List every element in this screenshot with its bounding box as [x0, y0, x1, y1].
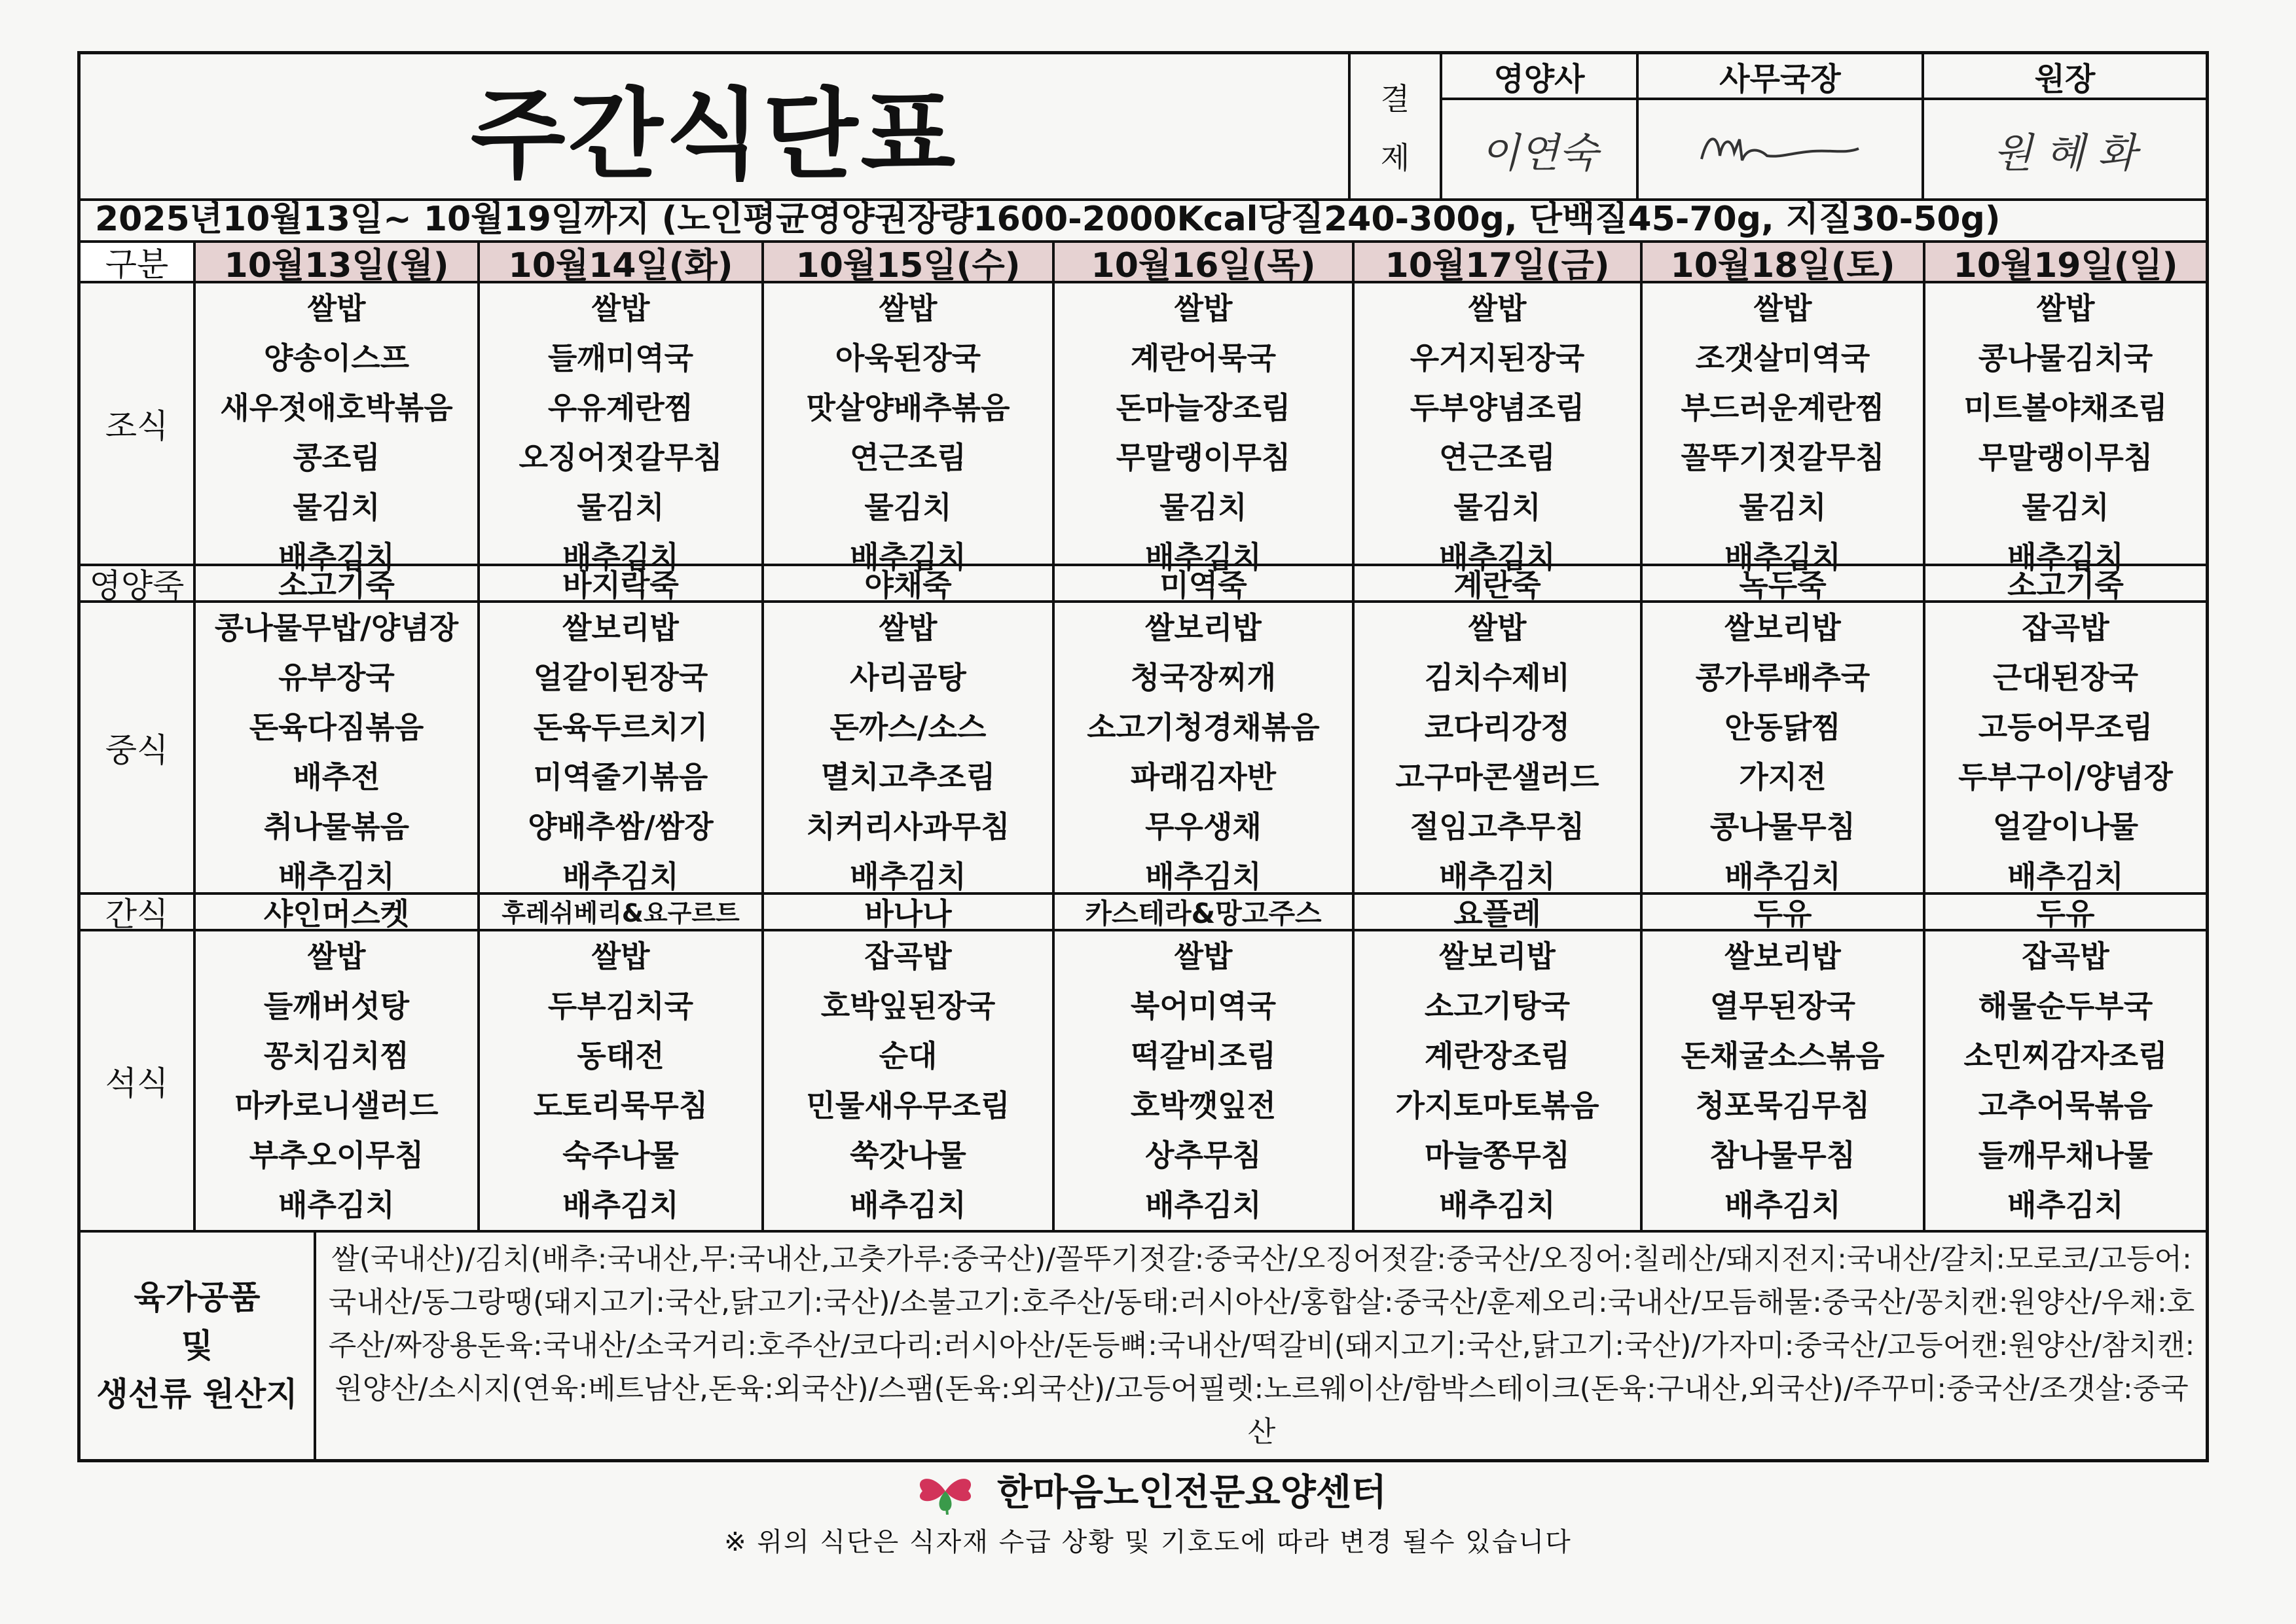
menu-item: 우거지된장국 — [1410, 340, 1585, 376]
menu-item: 열무된장국 — [1709, 988, 1856, 1024]
menu-item: 두부양념조림 — [1410, 390, 1585, 425]
page-title: 주간식단표 — [81, 54, 1351, 198]
lunch-day-cell — [1643, 603, 1925, 892]
approval-label — [1351, 54, 1442, 198]
menu-item: 멸치고추조림 — [820, 759, 996, 795]
menu-item: 쌀밥 — [1468, 291, 1527, 326]
day-header: 10월15일(수) — [764, 243, 1055, 281]
menu-item: 치커리사과무침 — [806, 809, 1010, 844]
menu-item: 조갯살미역국 — [1695, 340, 1870, 376]
porridge-row — [81, 566, 2206, 603]
approval-secretary — [1639, 54, 1924, 198]
menu-item: 쌀밥 — [2036, 291, 2095, 326]
menu-item: 배추전 — [293, 759, 380, 795]
approval-label-bottom: 제 — [1380, 140, 1410, 175]
menu-item: 배추김치 — [2007, 1187, 2124, 1223]
day-header: 10월19일(일) — [1925, 243, 2206, 281]
center-name: 한마음노인전문요양센터 — [996, 1471, 1387, 1514]
menu-item: 참나물무침 — [1709, 1138, 1856, 1173]
menu-item: 소고기탕국 — [1424, 988, 1571, 1024]
period-nutrition-info: 2025년10월13일~ 10월19일까지 (노인평균영양권장량1600-2000Kcal당질240-300g, 단백질45-70g, 지질30-50g) — [81, 198, 2206, 243]
menu-item: 콩가루배추국 — [1695, 660, 1870, 695]
menu-item: 배추김치 — [850, 1187, 966, 1223]
day-header: 10월14일(화) — [480, 243, 764, 281]
menu-item: 쌀보리밥 — [1724, 610, 1841, 645]
role-director: 원장 — [1924, 54, 2206, 100]
menu-item: 소민찌감자조림 — [1963, 1038, 2168, 1074]
breakfast-day-cell — [1355, 283, 1643, 575]
menu-item: 쌀밥 — [879, 610, 938, 645]
menu-item: 도토리묵무침 — [533, 1088, 708, 1123]
porridge-item: 녹두죽 — [1643, 566, 1925, 600]
menu-item: 동태전 — [577, 1038, 665, 1074]
menu-item: 떡갈비조림 — [1130, 1038, 1277, 1074]
lunch-day-cell — [1355, 603, 1643, 892]
dinner-row — [81, 931, 2206, 1233]
menu-item: 미트볼야채조림 — [1963, 390, 2168, 425]
menu-item: 양배추쌈/쌈장 — [528, 809, 714, 844]
center-name-line — [0, 1464, 2296, 1516]
snack-row — [81, 895, 2206, 931]
menu-item: 근대된장국 — [1992, 660, 2139, 695]
menu-item: 배추김치 — [1439, 859, 1556, 894]
menu-item: 배추김치 — [1145, 1187, 1262, 1223]
menu-sheet — [77, 51, 2209, 1462]
menu-item: 연근조림 — [850, 440, 966, 475]
dinner-day-cell — [1925, 931, 2206, 1230]
dinner-day-cell — [1643, 931, 1925, 1230]
porridge-label: 영양죽 — [81, 566, 196, 600]
day-header: 10월16일(목) — [1055, 243, 1355, 281]
menu-item: 계란어묵국 — [1130, 340, 1277, 376]
menu-item: 쌀밥 — [1174, 939, 1233, 974]
menu-item: 물김치 — [864, 490, 952, 525]
snack-item: 두유 — [1643, 895, 1925, 929]
approval-director — [1924, 54, 2206, 198]
origin-label — [81, 1233, 316, 1459]
menu-item: 새우젓애호박볶음 — [220, 390, 453, 425]
menu-item: 고구마콘샐러드 — [1395, 759, 1599, 795]
snack-item: 요플레 — [1355, 895, 1643, 929]
menu-item: 고등어무조림 — [1978, 710, 2153, 745]
menu-item: 물김치 — [2022, 490, 2109, 525]
menu-item: 북어미역국 — [1130, 988, 1277, 1024]
menu-item: 부추오이무침 — [249, 1138, 424, 1173]
menu-item: 두부구이/양념장 — [1958, 759, 2173, 795]
menu-item: 쌀보리밥 — [1724, 939, 1841, 974]
signature-nutritionist: 이연숙 — [1480, 128, 1598, 177]
day-header: 10월13일(월) — [196, 243, 480, 281]
breakfast-day-cell — [1643, 283, 1925, 575]
menu-item: 꽁치김치찜 — [263, 1038, 410, 1074]
snack-item: 후레쉬베리&요구르트 — [480, 895, 764, 931]
menu-item: 청국장찌개 — [1130, 660, 1277, 695]
menu-item: 쌀밥 — [591, 939, 650, 974]
origin-text: 쌀(국내산)/김치(배추:국내산,무:국내산,고춧가루:중국산)/꼴뚜기젓갈:중국산/오징어젓갈:중국산/오징어:칠레산/돼지전지:국내산/갈치:모로코/고등어:국내산/동그랑땡(돼지고기:국산,닭고기:국산)/소불고기:호주산/동태:러시아산/홍합살:중국산/훈제오리:국내산/모듬해물:중국산/꽁치캔:원양산/우채:호주산/짜장용돈육:국내산/소국거리:호주산/코다리:러시아산/돈등뼈:국내산/떡갈비(돼지고기:국산,닭고기:국산)/가자미:중국산/고등어캔:원양산/참치캔:원양산/소시지(연육:베트남산,돈육:외국산)/스팸(돈육:외국산)/고등어필렛:노르웨이산/함박스테이크(돈육:구내산,외국산)/주꾸미:중국산/조갯살:중국산 — [328, 1242, 2195, 1449]
menu-item: 마카로니샐러드 — [234, 1088, 439, 1123]
signature-scribble-icon — [1682, 120, 1878, 179]
menu-item: 취나물볶음 — [263, 809, 410, 844]
porridge-item: 바지락죽 — [480, 566, 764, 600]
menu-item: 고추어묵볶음 — [1978, 1088, 2153, 1123]
lunch-day-cell — [480, 603, 764, 892]
menu-item: 돈육다짐볶음 — [249, 710, 424, 745]
day-header: 10월18일(토) — [1643, 243, 1925, 281]
menu-item: 배추김치 — [2007, 539, 2124, 575]
menu-item: 호박잎된장국 — [820, 988, 996, 1024]
menu-item: 배추김치 — [1439, 1187, 1556, 1223]
menu-item: 연근조림 — [1439, 440, 1556, 475]
snack-item: 샤인머스켓 — [196, 895, 480, 929]
menu-item: 가지전 — [1739, 759, 1827, 795]
menu-item: 가지토마토볶음 — [1395, 1088, 1599, 1123]
menu-item: 배추김치 — [562, 1187, 679, 1223]
menu-item: 소고기청경채볶음 — [1087, 710, 1320, 745]
breakfast-day-cell — [196, 283, 480, 575]
menu-item: 두부김치국 — [547, 988, 694, 1024]
menu-item: 물김치 — [1159, 490, 1247, 525]
origin-label-line: 육가공품 — [134, 1278, 261, 1316]
menu-item: 무우생채 — [1145, 809, 1262, 844]
menu-item: 절임고추무침 — [1410, 809, 1585, 844]
menu-item: 쌀밥 — [1753, 291, 1812, 326]
menu-item: 잡곡밥 — [2022, 939, 2109, 974]
day-header: 10월17일(금) — [1355, 243, 1643, 281]
menu-item: 배추김치 — [562, 539, 679, 575]
header-label: 구분 — [81, 243, 196, 281]
menu-item: 쌀밥 — [307, 291, 366, 326]
snack-item: 두유 — [2036, 896, 2095, 931]
change-notice: ※ 위의 식단은 식자재 수급 상황 및 기호도에 따라 변경 될수 있습니다 — [724, 1527, 1572, 1557]
menu-item: 부드러운계란찜 — [1681, 390, 1885, 425]
menu-item: 돈채굴소스볶음 — [1681, 1038, 1885, 1074]
menu-item: 쌀밥 — [879, 291, 938, 326]
menu-item: 호박깻잎전 — [1130, 1088, 1277, 1123]
menu-item: 코다리강정 — [1424, 710, 1571, 745]
menu-item: 아욱된장국 — [835, 340, 981, 376]
menu-item: 얼갈이된장국 — [533, 660, 708, 695]
menu-item: 무말랭이무침 — [1116, 440, 1291, 475]
menu-item: 양송이스프 — [263, 340, 410, 376]
dinner-day-cell — [480, 931, 764, 1230]
menu-item: 배추김치 — [562, 859, 679, 894]
menu-item: 쌀보리밥 — [562, 610, 679, 645]
lunch-day-cell — [1925, 603, 2206, 892]
menu-item: 물김치 — [1453, 490, 1541, 525]
breakfast-day-cell — [1925, 283, 2206, 575]
snack-item: 카스테라&망고주스 — [1055, 895, 1355, 929]
porridge-item: 계란죽 — [1355, 566, 1643, 600]
signature-director: 원 혜 화 — [1993, 128, 2137, 177]
menu-item: 쌀밥 — [1468, 610, 1527, 645]
breakfast-row — [81, 283, 2206, 575]
lunch-label: 중식 — [81, 603, 196, 892]
porridge-item: 야채죽 — [764, 566, 1055, 600]
menu-item: 민물새우무조림 — [806, 1088, 1010, 1123]
approval-label-top: 결 — [1380, 81, 1410, 117]
menu-item: 배추김치 — [850, 539, 966, 575]
menu-item: 배추김치 — [278, 539, 395, 575]
porridge-item: 소고기죽 — [196, 566, 480, 600]
menu-item: 콩조림 — [293, 440, 380, 475]
menu-item: 꼴뚜기젓갈무침 — [1681, 440, 1885, 475]
origin-label-line: 및 — [181, 1327, 213, 1365]
menu-item: 돈까스/소스 — [829, 710, 987, 745]
menu-item: 계란장조림 — [1424, 1038, 1571, 1074]
menu-item: 해물순두부국 — [1978, 988, 2153, 1024]
menu-item: 들깨버섯탕 — [263, 988, 410, 1024]
menu-item: 유부장국 — [278, 660, 395, 695]
menu-item: 배추김치 — [850, 859, 966, 894]
lunch-row — [81, 603, 2206, 895]
breakfast-day-cell — [1055, 283, 1355, 575]
menu-item: 사리곰탕 — [850, 660, 966, 695]
origin-section — [81, 1233, 2206, 1459]
menu-item: 콩나물무침 — [1709, 809, 1856, 844]
dinner-day-cell — [1355, 931, 1643, 1230]
menu-item: 배추김치 — [1439, 539, 1556, 575]
menu-item: 배추김치 — [1724, 1187, 1841, 1223]
lunch-day-cell — [764, 603, 1055, 892]
menu-item: 물김치 — [1739, 490, 1827, 525]
approval-nutritionist — [1442, 54, 1639, 198]
snack-item: 바나나 — [764, 895, 1055, 929]
menu-item: 배추김치 — [278, 1187, 395, 1223]
breakfast-day-cell — [764, 283, 1055, 575]
clover-logo-icon — [909, 1465, 981, 1515]
menu-item: 상추무침 — [1145, 1138, 1262, 1173]
menu-item: 들깨미역국 — [547, 340, 694, 376]
snack-label: 간식 — [81, 895, 196, 929]
menu-item: 배추김치 — [1145, 859, 1262, 894]
dinner-day-cell — [1055, 931, 1355, 1230]
porridge-item: 소고기죽 — [2007, 568, 2124, 603]
menu-item: 김치수제비 — [1424, 660, 1571, 695]
menu-item: 맛살양배추볶음 — [806, 390, 1010, 425]
menu-item: 들깨무채나물 — [1978, 1138, 2153, 1173]
origin-label-line: 생선류 원산지 — [96, 1375, 298, 1413]
footer — [0, 1464, 2296, 1559]
menu-item: 잡곡밥 — [2022, 610, 2109, 645]
lunch-day-cell — [1055, 603, 1355, 892]
menu-item: 콩나물김치국 — [1978, 340, 2153, 376]
role-secretary: 사무국장 — [1639, 54, 1922, 100]
lunch-day-cell — [196, 603, 480, 892]
dinner-day-cell — [764, 931, 1055, 1230]
approval-box — [1351, 54, 2206, 198]
menu-item: 쌀밥 — [307, 939, 366, 974]
menu-item: 쌀밥 — [591, 291, 650, 326]
day-header-row — [81, 243, 2206, 283]
menu-item: 쌀밥 — [1174, 291, 1233, 326]
menu-item: 숙주나물 — [562, 1138, 679, 1173]
menu-item: 쌀보리밥 — [1145, 610, 1262, 645]
menu-item: 물김치 — [293, 490, 380, 525]
menu-item: 미역줄기볶음 — [533, 759, 708, 795]
menu-item: 안동닭찜 — [1724, 710, 1841, 745]
menu-item: 배추김치 — [1724, 539, 1841, 575]
menu-item: 배추김치 — [1145, 539, 1262, 575]
breakfast-day-cell — [480, 283, 764, 575]
header — [81, 54, 2206, 201]
signature-secretary — [1639, 100, 1922, 198]
porridge-item: 미역죽 — [1055, 566, 1355, 600]
menu-item: 무말랭이무침 — [1978, 440, 2153, 475]
menu-item: 우유계란찜 — [547, 390, 694, 425]
menu-item: 배추김치 — [1724, 859, 1841, 894]
menu-item: 얼갈이나물 — [1992, 809, 2139, 844]
menu-item: 잡곡밥 — [864, 939, 952, 974]
menu-item: 돈마늘장조림 — [1116, 390, 1291, 425]
dinner-day-cell — [196, 931, 480, 1230]
menu-item: 쑥갓나물 — [850, 1138, 966, 1173]
menu-item: 배추김치 — [2007, 859, 2124, 894]
menu-item: 쌀보리밥 — [1439, 939, 1556, 974]
menu-item: 배추김치 — [278, 859, 395, 894]
menu-item: 물김치 — [577, 490, 665, 525]
menu-item: 순대 — [879, 1038, 938, 1074]
role-nutritionist: 영양사 — [1442, 54, 1636, 100]
breakfast-label: 조식 — [81, 283, 196, 564]
menu-item: 돈육두르치기 — [533, 710, 708, 745]
menu-item: 콩나물무밥/양념장 — [214, 610, 459, 645]
dinner-label: 석식 — [81, 931, 196, 1230]
menu-item: 파래김자반 — [1130, 759, 1277, 795]
menu-item: 마늘쫑무침 — [1424, 1138, 1571, 1173]
menu-item: 오징어젓갈무침 — [519, 440, 723, 475]
menu-item: 청포묵김무침 — [1695, 1088, 1870, 1123]
